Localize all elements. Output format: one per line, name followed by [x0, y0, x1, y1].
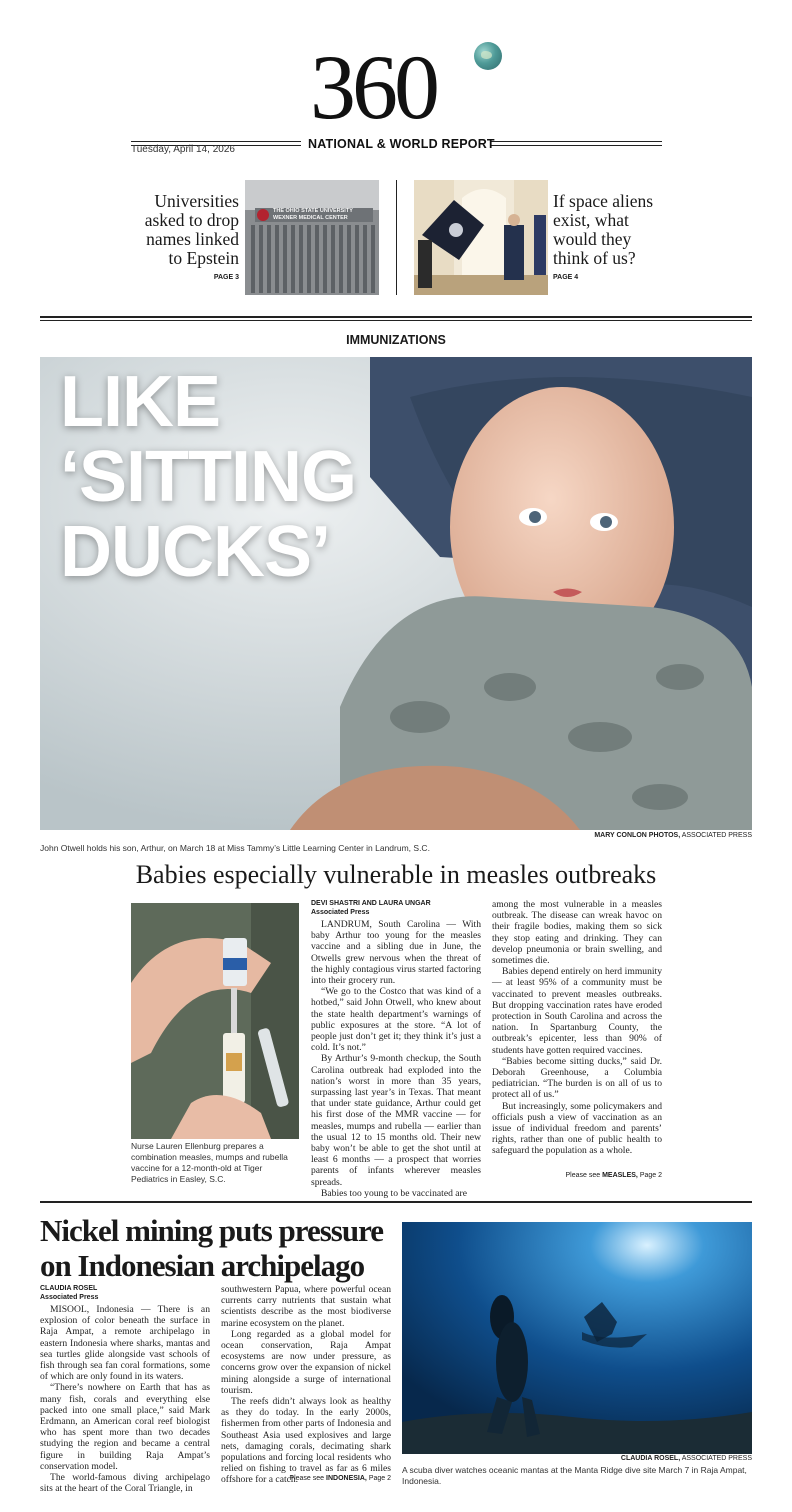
second-story-headline[interactable]: Nickel mining puts pressure on Indonesian archipelago [40, 1213, 384, 1283]
teaser-page-ref: PAGE 4 [553, 274, 579, 281]
section-rule-top [40, 316, 752, 318]
byline-org: Associated Press [311, 909, 370, 916]
building-illustration [245, 180, 379, 295]
lead-body-col2 [492, 899, 662, 1157]
paragraph: By Arthur’s 9-month checkup, the South Carolina outbreak had exploded into the nation’s worst in more than 35 years, surpassing last year’s in Texas. That meant that under state guidance, Arthur could get his first dose of the MMR vaccine — for measles, mumps and rubella — earlier than the usual 12 to 15 months old. Their new baby won’t be able to get the shot until at least 6 months — a prospect that worries parents of infants wherever measles spreads. [311, 1053, 481, 1188]
diver-photo-credit [402, 1455, 752, 1462]
paragraph: southwestern Papua, where powerful ocean currents carry nutrients that sustain what scientists describe as the most biodiverse marine ecosystem on the planet. [221, 1284, 391, 1329]
byline-names: DEVI SHASTRI AND LAURA UNGAR [311, 900, 431, 907]
indonesia-jump-link[interactable] [221, 1475, 391, 1482]
teaser-photo-university[interactable] [245, 180, 379, 295]
story-headline[interactable]: Babies especially vulnerable in measles outbreaks [135, 860, 657, 889]
paragraph: But increasingly, some policymakers and officials push a view of vaccination as an issue of individual freedom and parents’ rights, rather than one of public health to safeguard the population as a whole. [492, 1100, 662, 1157]
section-rule-bottom [40, 320, 752, 321]
paragraph: “There’s nowhere on Earth that has as many fish, corals and everything else packed into one small place,” said Mark Erdmann, an American coral reef biologist who has spent more than two decades studying the region and became a central figure in building Raja Ampat’s conservation model. [40, 1382, 210, 1472]
teaser-page-ref: PAGE 3 [213, 274, 239, 281]
lead-photo-caption: John Otwell holds his son, Arthur, on March 18 at Miss Tammy’s Little Learning Center in Landrum, S.C. [40, 843, 430, 853]
teaser-headline[interactable]: Universities asked to drop names linked to Epstein [144, 191, 239, 268]
headline-line: ‘SITTING [60, 437, 356, 517]
building-sign: THE OHIO STATE UNIVERSITY WEXNER MEDICAL CENTER [273, 208, 353, 221]
teaser-divider [396, 180, 397, 295]
diver-photo[interactable] [402, 1222, 752, 1454]
paragraph: Long regarded as a global model for ocean conservation, Raja Ampat ecosystems are now under pressure, as concerns grow over the expansion of nickel mining alongside a surge of international tourism. [221, 1328, 391, 1396]
jump-page: Page 2 [639, 1172, 662, 1179]
measles-jump-link[interactable] [492, 1172, 662, 1179]
section-rule [40, 1201, 752, 1203]
headline-line: LIKE [60, 362, 221, 442]
teaser-epstein[interactable] [131, 192, 239, 281]
second-byline [40, 1284, 210, 1302]
ceremony-illustration [414, 180, 548, 295]
lead-photo-credit [420, 832, 752, 839]
section-title: NATIONAL & WORLD REPORT [308, 137, 495, 151]
masthead-logo[interactable] [310, 36, 510, 138]
vaccine-illustration [131, 903, 299, 1139]
second-column-1 [40, 1284, 210, 1494]
lead-headline [60, 362, 356, 592]
issue-date: Tuesday, April 14, 2026 [131, 144, 235, 155]
second-body-col2 [221, 1284, 391, 1486]
second-column-2 [221, 1284, 391, 1486]
jump-page: Page 2 [368, 1475, 391, 1482]
paragraph: “We go to the Costco that was kind of a hotbed,” said John Otwell, who knew about the state health department’s warnings of public exposures at the store. “A lot of people just don’t get it; they think it’s just a cold. It’s not.” [311, 986, 481, 1054]
globe-icon [474, 42, 502, 70]
byline-name: CLAUDIA ROSEL [40, 1285, 98, 1292]
jump-prefix: Please see [565, 1172, 601, 1179]
paragraph: among the most vulnerable in a measles outbreak. The disease can wreak havoc on their fragile bodies, making them so sick they stop eating and drinking. They can develop pneumonia or brain swelling, and sometimes die. [492, 899, 662, 967]
headline-line: DUCKS’ [60, 512, 331, 592]
lead-body-col1 [311, 919, 481, 1199]
paragraph: LANDRUM, South Carolina — With baby Arthur too young for the measles vaccine and a sibling due in June, the Otwells grew nervous when the threat of the highly contagious virus started factoring into their grocery run. [311, 919, 481, 987]
teaser-photo-space-force[interactable] [414, 180, 548, 295]
lead-column-2 [492, 899, 662, 1157]
logo-text: 360 [310, 36, 436, 138]
jump-word: MEASLES, [602, 1172, 638, 1179]
second-body-col1 [40, 1304, 210, 1494]
paragraph: “Babies become sitting ducks,” said Dr. Deborah Greenhouse, a Columbia pediatrician. “The burden is on all of us to protect all of us.” [492, 1055, 662, 1101]
credit-org: ASSOCIATED PRESS [681, 832, 752, 839]
jump-word: INDONESIA, [326, 1475, 367, 1482]
credit-org: ASSOCIATED PRESS [681, 1455, 752, 1462]
underwater-illustration [402, 1222, 752, 1454]
lead-column-1 [311, 899, 481, 1199]
diver-photo-caption: A scuba diver watches oceanic mantas at the Manta Ridge dive site March 7 in Raja Ampat, Indonesia. [402, 1465, 747, 1486]
credit-name: MARY CONLON PHOTOS, [594, 832, 681, 839]
credit-name: CLAUDIA ROSEL, [620, 1455, 681, 1462]
inset-photo-vaccine[interactable] [131, 903, 299, 1139]
paragraph: Babies depend entirely on herd immunity — at least 95% of a community must be vaccinated to prevent measles outbreaks. But dropping vaccination rates have eroded protection in South Carolina and across the nation. In Spartanburg County, the outbreak’s epicenter, less than 90% of students have gotten required vaccines. [492, 966, 662, 1056]
paragraph: The reefs didn’t always look as healthy as they do today. In the early 2000s, fishermen from other parts of Indonesia and Southeast Asia used explosives and large nets, damaging corals, decimating shark populations and forcing local residents who relied on fishing to travel as far as 6 miles offshore for a catch. [221, 1396, 391, 1486]
lead-byline [311, 899, 481, 917]
paragraph: The world-famous diving archipelago sits at the heart of the Coral Triangle, in [40, 1472, 210, 1495]
inset-photo-caption: Nurse Lauren Ellenburg prepares a combination measles, mumps and rubella vaccine for a 12-month-old at Tiger Pediatrics in Easley, S.C. [131, 1141, 288, 1184]
masthead-rule-right [491, 141, 662, 146]
kicker: IMMUNIZATIONS [346, 333, 446, 347]
jump-prefix: Please see [289, 1475, 325, 1482]
teaser-headline[interactable]: If space aliens exist, what would they think of us? [553, 191, 654, 268]
paragraph: MISOOL, Indonesia — There is an explosion of color beneath the surface in Raja Ampat, a remote archipelago in eastern Indonesia where sharks, mantas and sea turtles glide alongside vast schools of fish through sea fan coral formations, some of which are only found in its waters. [40, 1304, 210, 1383]
paragraph: Babies too young to be vaccinated are [321, 1187, 467, 1199]
byline-org: Associated Press [40, 1294, 99, 1301]
teaser-aliens[interactable] [553, 192, 663, 281]
